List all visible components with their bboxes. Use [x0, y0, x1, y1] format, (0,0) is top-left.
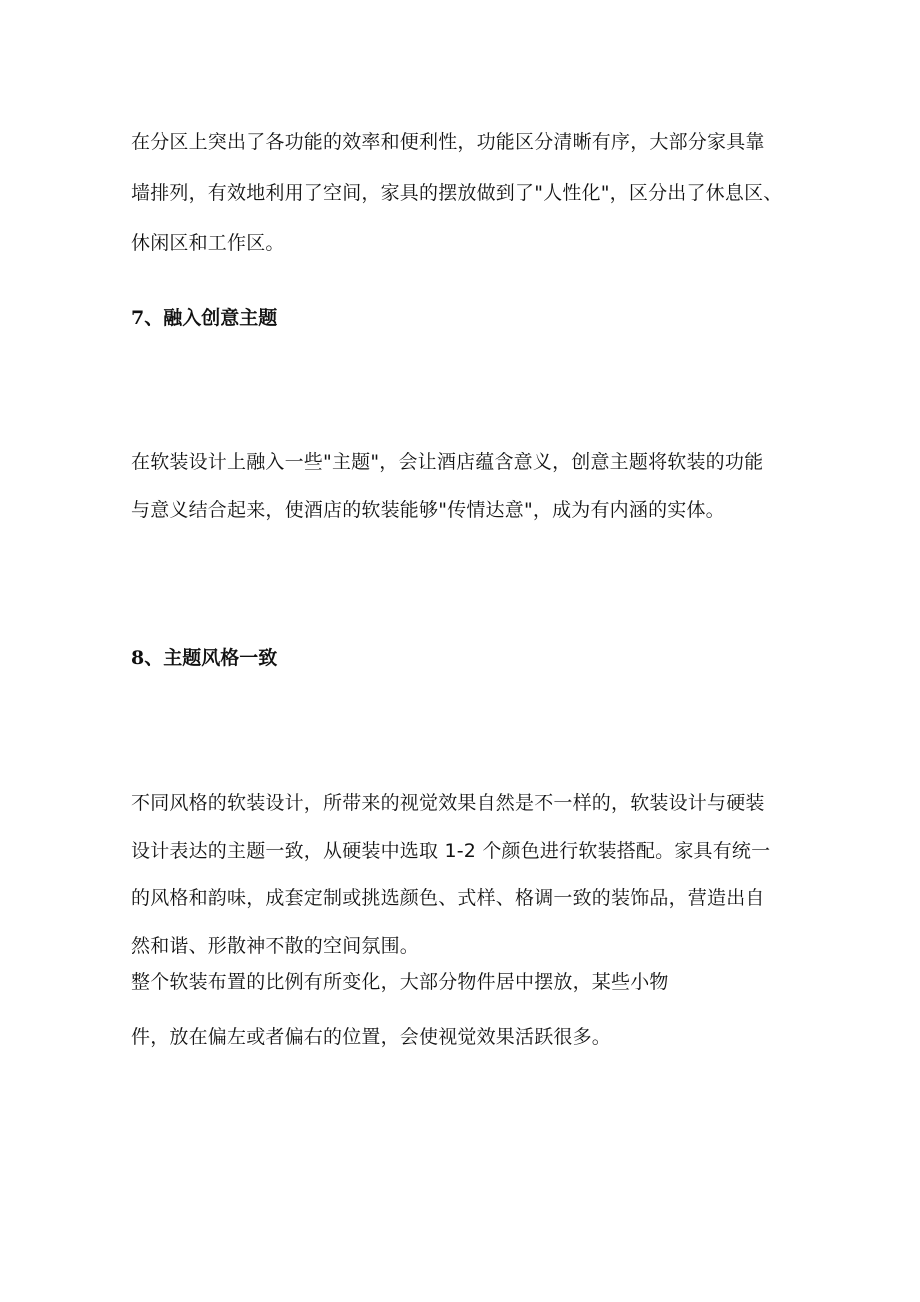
paragraph-3-line-5: 整个软装布置的比例有所变化，大部分物件居中摆放，某些小物: [131, 971, 669, 993]
paragraph-2-line-1: 在软装设计上融入一些"主题"，会让酒店蕴含意义，创意主题将软装的功能: [131, 451, 764, 473]
paragraph-1-line-2: 墙排列，有效地利用了空间，家具的摆放做到了"人性化"，区分出了休息区、: [131, 182, 783, 204]
paragraph-1-line-3: 休闲区和工作区。: [131, 232, 285, 254]
paragraph-3-line-4: 然和谐、形散神不散的空间氛围。: [131, 935, 420, 957]
paragraph-2-line-2: 与意义结合起来，使酒店的软装能够"传情达意"，成为有内涵的实体。: [131, 499, 725, 521]
paragraph-3-line-1: 不同风格的软装设计，所带来的视觉效果自然是不一样的，软装设计与硬装: [131, 792, 765, 814]
section-heading-8: 8、主题风格一致: [131, 647, 278, 669]
paragraph-3-line-6: 件，放在偏左或者偏右的位置，会使视觉效果活跃很多。: [131, 1026, 612, 1048]
paragraph-1-line-1: 在分区上突出了各功能的效率和便利性，功能区分清晰有序，大部分家具靠: [131, 131, 765, 153]
paragraph-3-line-2: 设计表达的主题一致，从硬装中选取 1-2 个颜色进行软装搭配。家具有统一: [131, 840, 771, 862]
section-heading-7: 7、融入创意主题: [131, 307, 278, 329]
paragraph-3-line-3: 的风格和韵味，成套定制或挑选颜色、式样、格调一致的装饰品，营造出自: [131, 887, 765, 909]
